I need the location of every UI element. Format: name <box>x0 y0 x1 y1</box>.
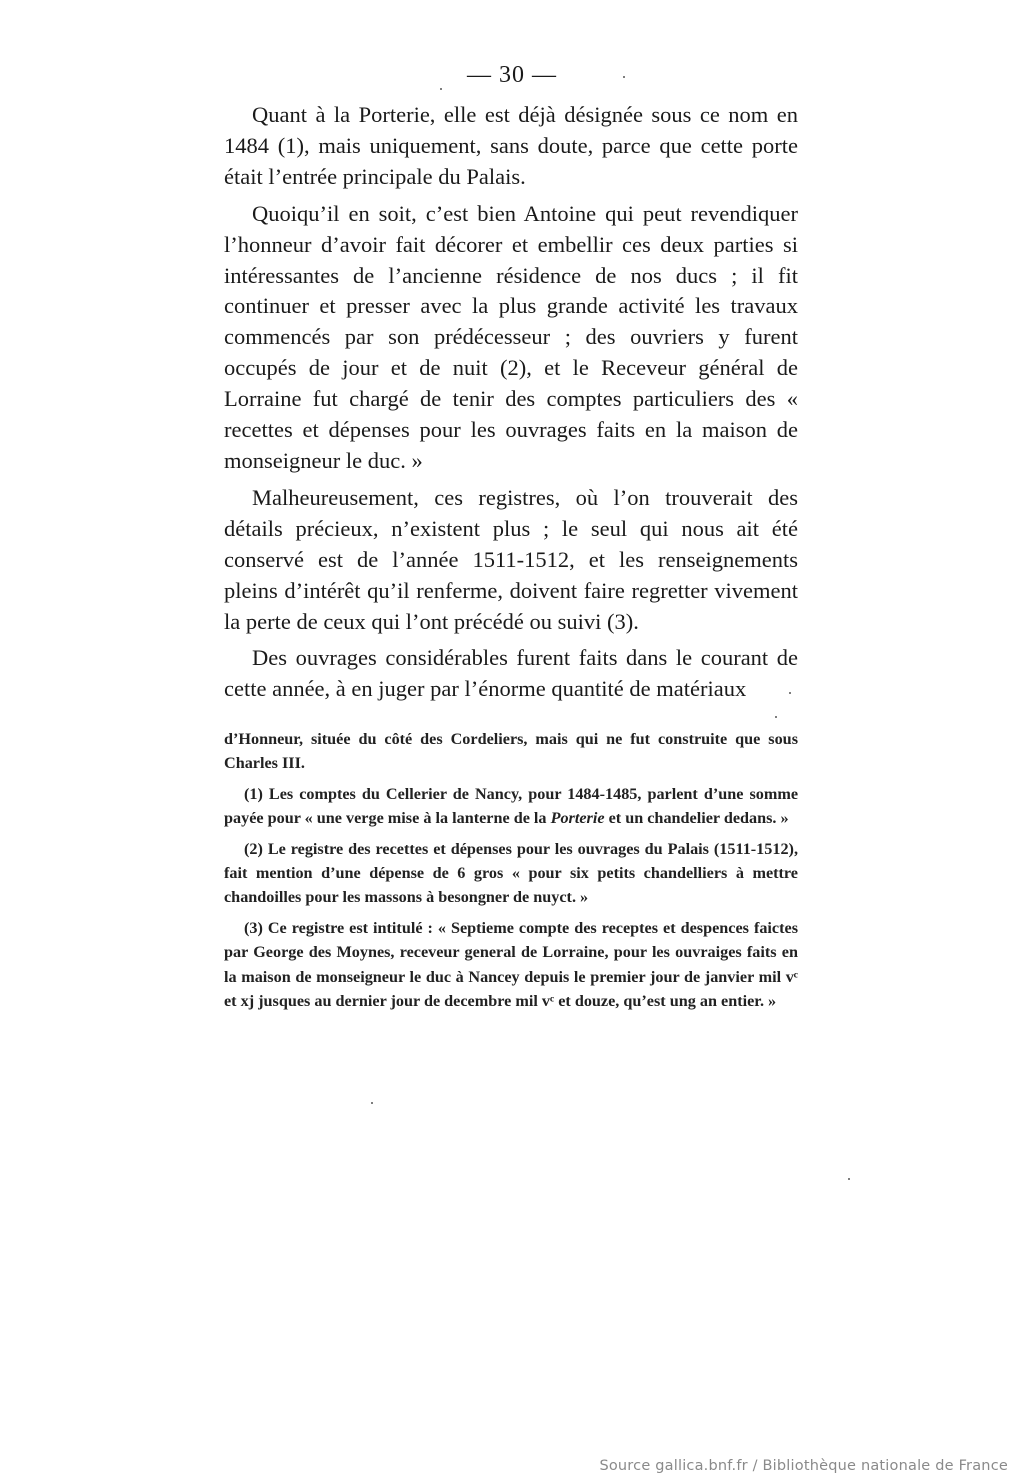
scan-speck <box>789 692 791 694</box>
scan-speck <box>371 1102 373 1104</box>
body-paragraph-4: Des ouvrages considérables furent faits dans le courant de cette année, à en juger par l’énorme quantité de matériaux <box>224 645 798 702</box>
body-paragraph-3: Malheureusement, ces registres, où l’on trouverait des détails précieux, n’existent plus ; le seul qui nous ait été conservé est de l’année 1511-1512, et les renseignements pleins d’intérêt qu’il renferme, doivent faire regretter vivement la perte de ceux qui l’ont précédé ou suivi (3). <box>224 484 798 634</box>
footnote-1-end: et un chandelier dedans. » <box>604 809 789 828</box>
footnote-1-italic: Porterie <box>550 809 605 828</box>
footnote-continuation: d’Honneur, située du côté des Cordeliers, mais qui ne fut construite que sous Charles III. <box>224 730 798 773</box>
scan-speck <box>623 76 625 78</box>
source-credit: Source gallica.bnf.fr / Bibliothèque nationale de France <box>599 1458 1008 1474</box>
footnotes <box>224 727 798 1019</box>
scan-speck <box>775 716 777 718</box>
main-text <box>224 100 798 705</box>
body-paragraph-2: Quoiqu’il en soit, c’est bien Antoine qui peut revendiquer l’honneur d’avoir fait décorer et embellir ces deux parties si intéressantes de l’ancienne résidence de nos ducs ; il fit continuer et presser avec la plus grande activité les travaux commencés par son prédécesseur ; des ouvriers y furent occupés de jour et de nuit (2), et le Receveur général de Lorraine fut chargé de tenir des comptes particuliers des « recettes et dépenses pour les ouvrages faits en la maison de monseigneur le duc. » <box>224 200 798 473</box>
footnote-1 <box>224 782 798 831</box>
footnote-3: (3) Ce registre est intitulé : « Septieme compte des receptes et despences faictes par George des Moynes, receveur general de Lorraine, pour les ouvraiges faits en la maison de monseigneur le duc à Nancey depuis le premier jour de janvier mil vᶜ et xj jusques au dernier jour de decembre mil vᶜ et douze, qu’est ung an entier. » <box>224 918 798 1011</box>
scan-speck <box>440 88 442 90</box>
body-paragraph-1: Quant à la Porterie, elle est déjà désignée sous ce nom en 1484 (1), mais uniquement, sans doute, parce que cette porte était l’entrée principale du Palais. <box>224 102 798 189</box>
footnote-1-text: (1) Les comptes du Cellerier de Nancy, pour 1484-1485, parlent d’une somme payée pour « une verge mise à la lanterne de la <box>224 784 798 828</box>
footnote-2: (2) Le registre des recettes et dépenses pour les ouvrages du Palais (1511-1512), fait mention d’une dépense de 6 gros « pour six petits chandelliers à mettre chandoilles pour les massons à besongner de nuyct. » <box>224 839 798 907</box>
page-number: — 30 — <box>467 62 557 88</box>
scan-speck <box>848 1178 850 1180</box>
